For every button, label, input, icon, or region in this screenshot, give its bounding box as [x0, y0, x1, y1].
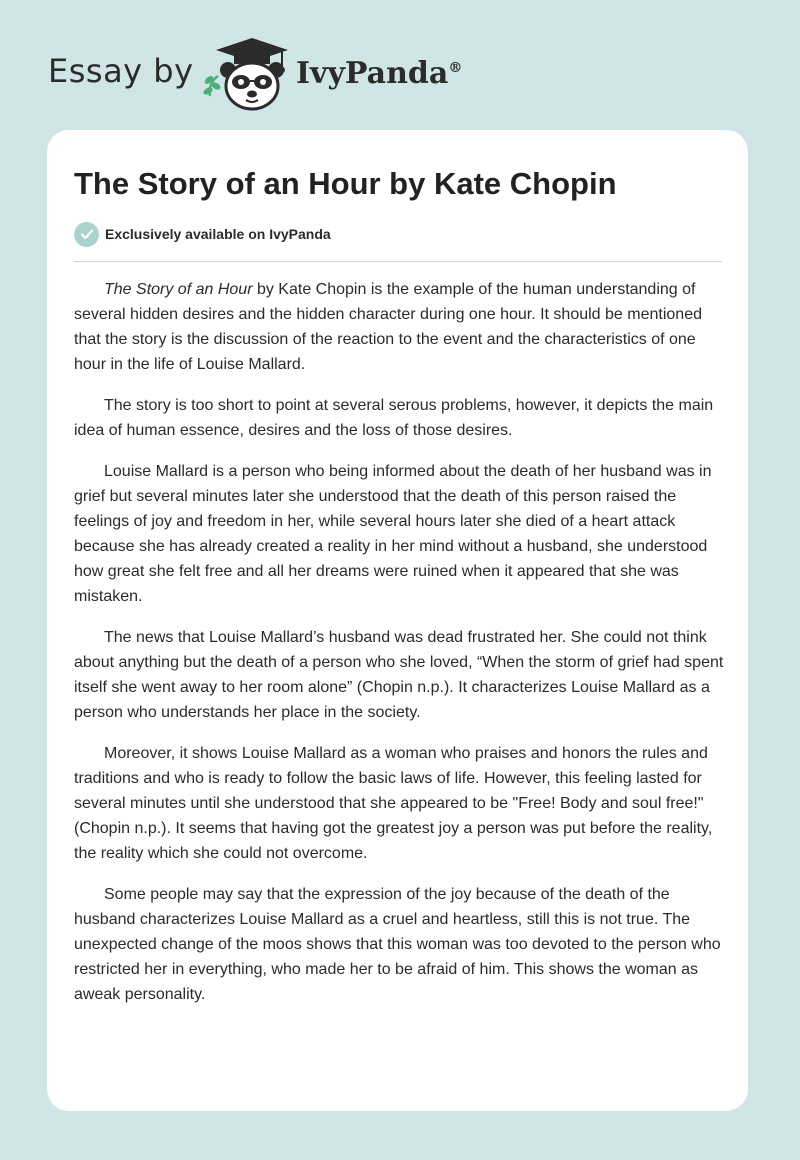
paragraph-3: Louise Mallard is a person who being informed about the death of her husband was in grief but several minutes later she understood that the death of this person raised the feelings of joy and freedom in her, while several hours later she died of a heart attack because she has already created a reality in her mind without a husband, she understood how great she felt free and all her dreams were ruined when it appeared that she was mistaken. [74, 463, 712, 605]
paragraph-6: Some people may say that the expression of the joy because of the death of the husband characterizes Louise Mallard as a cruel and heartless, still this is not true. The unexpected change of the moos shows that this woman was too devoted to the person who restricted her in everything, who made her to be afraid of him. This shows the woman as aweak personality. [74, 886, 721, 1003]
exclusive-badge [74, 221, 331, 247]
brand-name: IvyPanda® [296, 56, 463, 91]
essay-card [47, 130, 748, 1111]
paragraph-4: The news that Louise Mallard’s husband was dead frustrated her. She could not think about anything but the death of a person who she loved, “When the storm of grief had spent itself she went away to her room alone” (Chopin n.p.). It characterizes Louise Mallard as a person who understands her place in the society. [74, 629, 724, 721]
paragraph-5: Moreover, it shows Louise Mallard as a woman who praises and honors the rules and traditions and who is ready to follow the basic laws of life. However, this feeling lasted for several minutes until she understood that she appeared to be "Free! Body and soul free!" (Chopin n.p.). It seems that having got the greatest joy a person was put before the reality, the reality which she could not overcome. [74, 745, 713, 862]
essay-body [74, 277, 724, 1023]
paragraph-1: The Story of an Hour by Kate Chopin is the example of the human understanding of several hidden desires and the hidden character during one hour. It should be mentioned that the story is the discussion of the reaction to the event and the characteristics of one hour in the life of Louise Mallard. [74, 281, 702, 373]
badge-label: Exclusively available on IvyPanda [105, 226, 331, 242]
paragraph-2: The story is too short to point at several serous problems, however, it depicts the main idea of human essence, desires and the loss of those desires. [74, 397, 714, 439]
divider [74, 261, 722, 262]
page-title: The Story of an Hour by Kate Chopin [74, 166, 617, 201]
essay-title-italic: The Story of an Hour [104, 281, 253, 298]
check-icon [74, 222, 99, 247]
panda-graduate-icon [200, 36, 292, 112]
site-header [48, 36, 548, 112]
essay-by-label: Essay by [48, 52, 194, 90]
